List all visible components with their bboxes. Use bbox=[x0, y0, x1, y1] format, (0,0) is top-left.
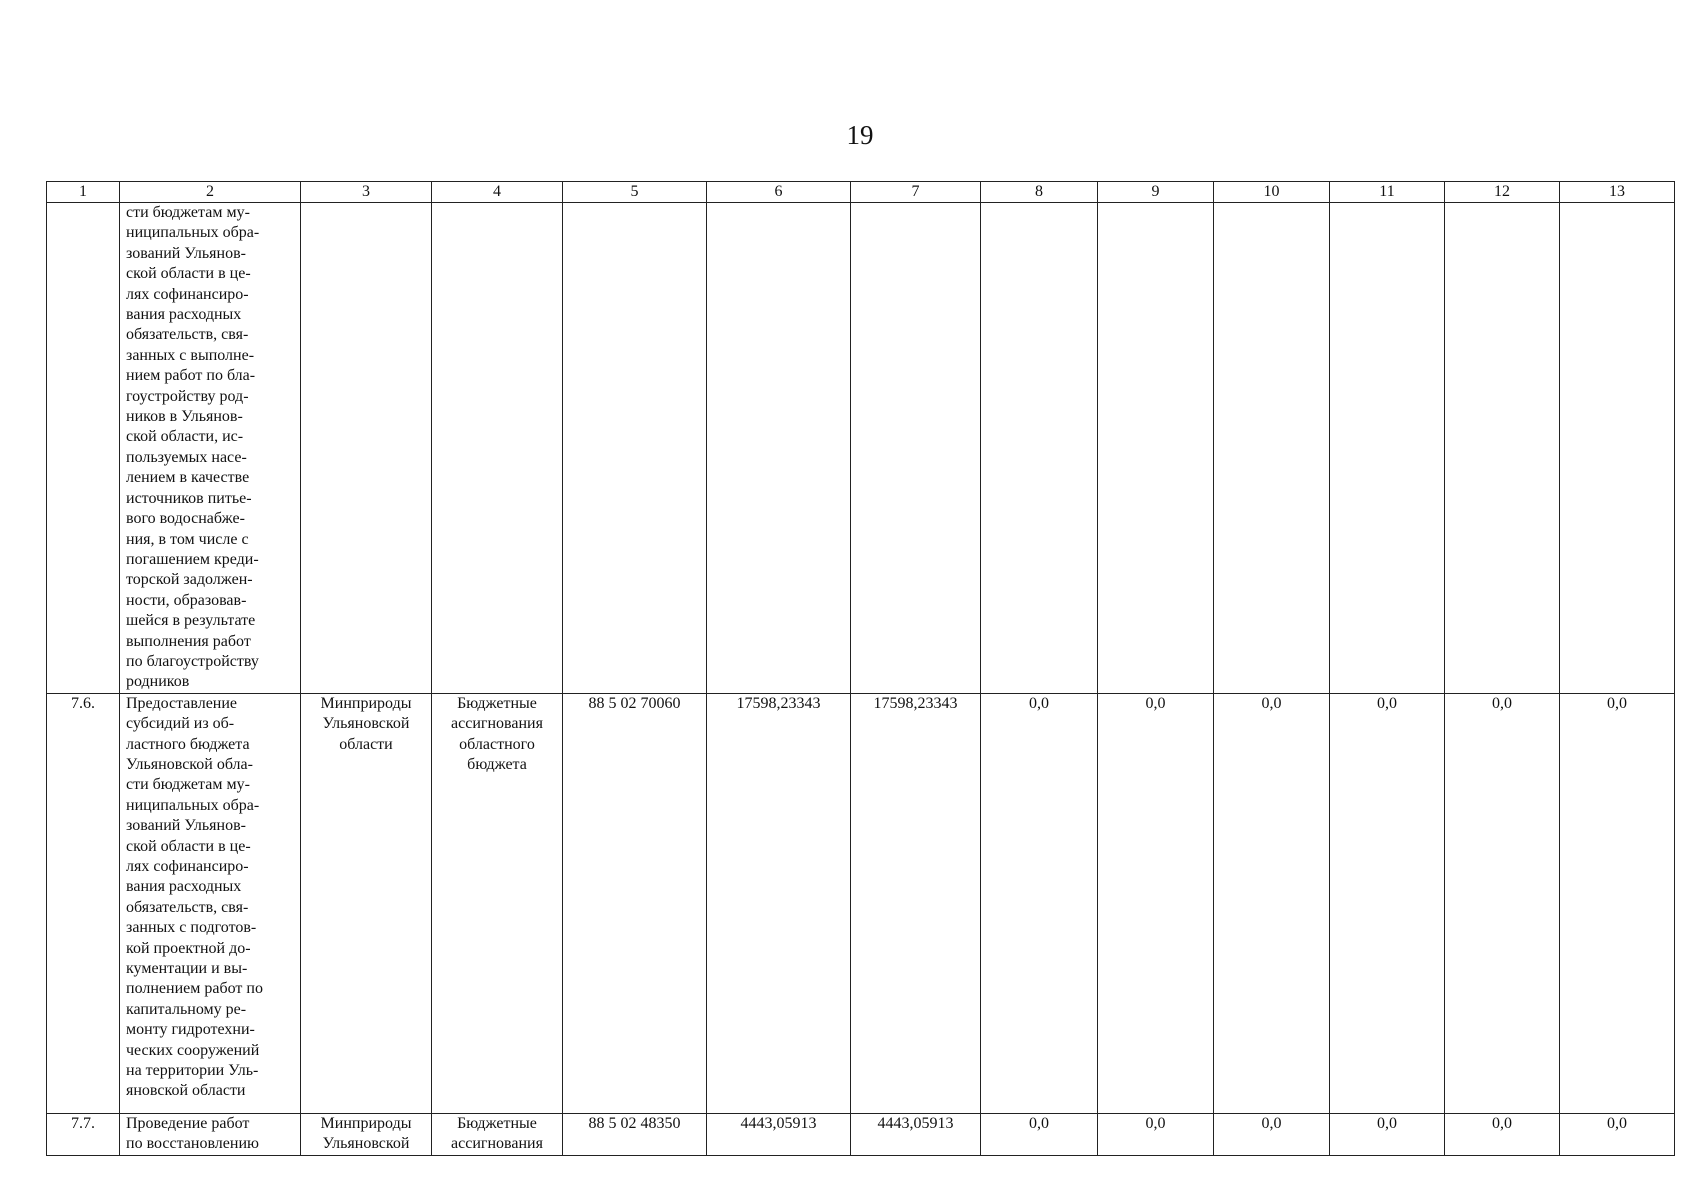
description-line: Ульяновской обла- bbox=[126, 755, 253, 773]
description-line: ской области в це- bbox=[126, 837, 251, 855]
description-line: ской области в це- bbox=[126, 265, 251, 283]
description-line: на территории Уль- bbox=[126, 1062, 259, 1080]
row-executor: Минприроды Ульяновской области bbox=[301, 693, 432, 1113]
row-value-col13: 0,0 bbox=[1560, 1113, 1675, 1155]
description-line: вания расходных bbox=[126, 306, 242, 324]
description-line: ния, в том числе с bbox=[126, 530, 249, 548]
row-value-col7 bbox=[851, 203, 981, 694]
column-header: 3 bbox=[301, 182, 432, 203]
row-executor bbox=[301, 203, 432, 694]
row-value-col11 bbox=[1330, 203, 1445, 694]
description-line: занных с подготов- bbox=[126, 919, 257, 937]
column-header: 11 bbox=[1330, 182, 1445, 203]
column-header: 8 bbox=[981, 182, 1098, 203]
column-header: 9 bbox=[1098, 182, 1214, 203]
row-value-col7: 4443,05913 bbox=[851, 1113, 981, 1155]
row-value-col11: 0,0 bbox=[1330, 693, 1445, 1113]
row-value-col8: 0,0 bbox=[981, 693, 1098, 1113]
table-row bbox=[47, 693, 1675, 1113]
description-line: кументации и вы- bbox=[126, 960, 248, 978]
row-number: 7.7. bbox=[47, 1113, 120, 1155]
row-budget-code bbox=[563, 203, 707, 694]
description-line: Предоставление bbox=[126, 694, 238, 712]
description-line: кой проектной до- bbox=[126, 939, 251, 957]
description-line: шейся в результате bbox=[126, 612, 256, 630]
description-line: ластного бюджета bbox=[126, 735, 250, 753]
column-header: 7 bbox=[851, 182, 981, 203]
row-value-col8 bbox=[981, 203, 1098, 694]
row-value-col6: 17598,23343 bbox=[707, 693, 851, 1113]
column-header: 13 bbox=[1560, 182, 1675, 203]
description-line: обязательств, свя- bbox=[126, 898, 249, 916]
description-line: вания расходных bbox=[126, 878, 242, 896]
table-row bbox=[47, 1113, 1675, 1155]
description-line: торской задолжен- bbox=[126, 571, 253, 589]
description-line: выполнения работ bbox=[126, 632, 251, 650]
description-line: ческих сооружений bbox=[126, 1041, 260, 1059]
description-line: сти бюджетам му- bbox=[126, 776, 250, 794]
description-line: зований Ульянов- bbox=[126, 244, 246, 262]
row-value-col9 bbox=[1098, 203, 1214, 694]
description-line: ности, образовав- bbox=[126, 591, 247, 609]
row-value-col11: 0,0 bbox=[1330, 1113, 1445, 1155]
row-description bbox=[120, 203, 301, 694]
description-line: лением в качестве bbox=[126, 469, 250, 487]
description-line: ниципальных обра- bbox=[126, 796, 260, 814]
row-value-col13: 0,0 bbox=[1560, 693, 1675, 1113]
description-line: яновской области bbox=[126, 1082, 246, 1100]
description-line: монту гидротехни- bbox=[126, 1021, 255, 1039]
row-value-col12 bbox=[1445, 203, 1560, 694]
description-line: занных с выполне- bbox=[126, 346, 255, 364]
column-header: 2 bbox=[120, 182, 301, 203]
description-line: лях софинансиро- bbox=[126, 858, 249, 875]
row-value-col12: 0,0 bbox=[1445, 693, 1560, 1113]
description-line: лях софинансиро- bbox=[126, 285, 249, 303]
description-line: полнением работ по bbox=[126, 980, 263, 998]
row-executor: Минприроды Ульяновской bbox=[301, 1113, 432, 1155]
row-value-col6: 4443,05913 bbox=[707, 1113, 851, 1155]
description-line: ниципальных обра- bbox=[126, 224, 260, 242]
row-budget-code: 88 5 02 48350 bbox=[563, 1113, 707, 1155]
description-line: нием работ по бла- bbox=[126, 367, 256, 385]
row-value-col12: 0,0 bbox=[1445, 1113, 1560, 1155]
row-value-col9: 0,0 bbox=[1098, 1113, 1214, 1155]
row-value-col7: 17598,23343 bbox=[851, 693, 981, 1113]
description-line: родников bbox=[126, 673, 190, 691]
column-header: 5 bbox=[563, 182, 707, 203]
description-line: источников питье- bbox=[126, 489, 252, 507]
table-row bbox=[47, 203, 1675, 694]
row-value-col6 bbox=[707, 203, 851, 694]
description-line: сти бюджетам му- bbox=[126, 204, 250, 221]
column-header: 12 bbox=[1445, 182, 1560, 203]
row-description bbox=[120, 1113, 301, 1155]
description-line: капитальному ре- bbox=[126, 1000, 247, 1018]
row-funding-source: Бюджетные ассигнования bbox=[432, 1113, 563, 1155]
description-line: обязательств, свя- bbox=[126, 326, 249, 344]
row-value-col13 bbox=[1560, 203, 1675, 694]
description-line: субсидий из об- bbox=[126, 715, 235, 733]
row-value-col10: 0,0 bbox=[1214, 1113, 1330, 1155]
description-line: по восстановлению bbox=[126, 1135, 259, 1153]
description-line: вого водоснабже- bbox=[126, 510, 245, 528]
description-line: ской области, ис- bbox=[126, 428, 244, 446]
page-number: 19 bbox=[846, 120, 874, 150]
column-header: 1 bbox=[47, 182, 120, 203]
row-number bbox=[47, 203, 120, 694]
row-value-col10: 0,0 bbox=[1214, 693, 1330, 1113]
column-header: 10 bbox=[1214, 182, 1330, 203]
description-line: ников в Ульянов- bbox=[126, 408, 243, 426]
description-line: погашением креди- bbox=[126, 550, 259, 568]
description-line: зований Ульянов- bbox=[126, 817, 246, 835]
row-funding-source bbox=[432, 203, 563, 694]
row-number: 7.6. bbox=[47, 693, 120, 1113]
header-row bbox=[47, 182, 1675, 203]
column-header: 4 bbox=[432, 182, 563, 203]
row-description bbox=[120, 693, 301, 1113]
row-value-col9: 0,0 bbox=[1098, 693, 1214, 1113]
row-budget-code: 88 5 02 70060 bbox=[563, 693, 707, 1113]
budget-table bbox=[46, 181, 1675, 1156]
description-line: Проведение работ bbox=[126, 1114, 250, 1132]
row-value-col8: 0,0 bbox=[981, 1113, 1098, 1155]
description-line: пользуемых насе- bbox=[126, 448, 247, 466]
row-funding-source: Бюджетные ассигнования областного бюджета bbox=[432, 693, 563, 1113]
description-line: гоустройству род- bbox=[126, 387, 249, 405]
column-header: 6 bbox=[707, 182, 851, 203]
description-line: по благоустройству bbox=[126, 652, 259, 670]
row-value-col10 bbox=[1214, 203, 1330, 694]
